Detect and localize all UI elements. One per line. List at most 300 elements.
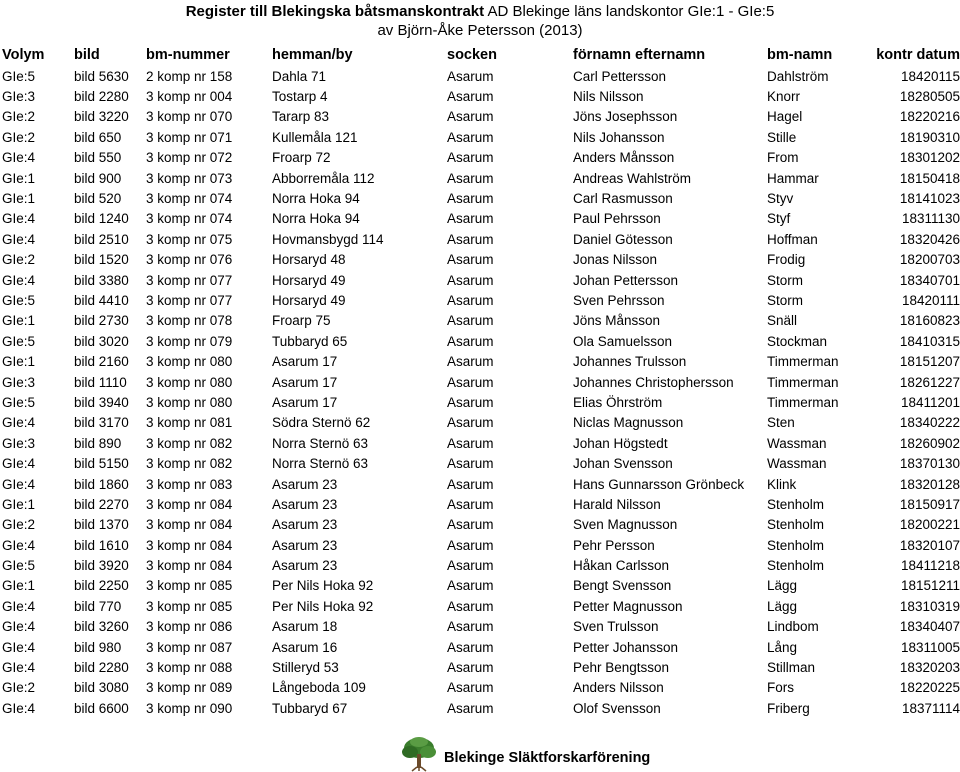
- register-table: [0, 44, 960, 719]
- cell-socken: Asarum: [447, 252, 494, 268]
- cell-fornamn-efternamn: Jöns Månsson: [573, 313, 661, 329]
- cell-hemman-by: Horsaryd 48: [272, 252, 346, 268]
- table-body: [0, 66, 960, 719]
- cell-volym: GIe:1: [2, 313, 36, 329]
- document-subtitle: av Björn-Åke Petersson (2013): [377, 22, 583, 39]
- cell-socken: Asarum: [447, 272, 494, 288]
- cell-hemman-by: Froarp 75: [272, 313, 331, 329]
- table-row: [0, 453, 960, 473]
- cell-volym: GIe:2: [2, 109, 36, 125]
- cell-fornamn-efternamn: Carl Rasmusson: [573, 191, 673, 207]
- cell-bm-nummer: 3 komp nr 085: [146, 598, 233, 614]
- cell-bm-namn: Stenholm: [767, 558, 825, 574]
- cell-bild: bild 2510: [74, 231, 129, 247]
- cell-bm-nummer: 3 komp nr 076: [146, 252, 233, 268]
- cell-hemman-by: Froarp 72: [272, 150, 331, 166]
- cell-bm-nummer: 3 komp nr 090: [146, 700, 233, 716]
- cell-fornamn-efternamn: Bengt Svensson: [573, 578, 672, 594]
- cell-fornamn-efternamn: Olof Svensson: [573, 700, 661, 716]
- cell-socken: Asarum: [447, 313, 494, 329]
- cell-bm-nummer: 3 komp nr 080: [146, 394, 233, 410]
- cell-socken: Asarum: [447, 639, 494, 655]
- cell-bm-nummer: 3 komp nr 081: [146, 415, 233, 431]
- cell-bm-namn: Stenholm: [767, 496, 825, 512]
- cell-hemman-by: Asarum 23: [272, 476, 338, 492]
- footer: [400, 736, 700, 772]
- cell-fornamn-efternamn: Nils Johansson: [573, 129, 665, 145]
- cell-volym: GIe:4: [2, 598, 36, 614]
- cell-bm-nummer: 3 komp nr 080: [146, 354, 233, 370]
- cell-fornamn-efternamn: Sven Magnusson: [573, 517, 678, 533]
- cell-volym: GIe:2: [2, 252, 36, 268]
- cell-bm-namn: Hoffman: [767, 231, 818, 247]
- cell-volym: GIe:1: [2, 578, 36, 594]
- cell-volym: GIe:4: [2, 700, 36, 716]
- cell-kontr-datum: 18311130: [901, 211, 960, 227]
- cell-bm-nummer: 3 komp nr 077: [146, 292, 233, 308]
- cell-bild: bild 550: [74, 150, 122, 166]
- cell-socken: Asarum: [447, 537, 494, 553]
- org-name: Blekinge Släktforskarförening: [444, 750, 651, 766]
- cell-bild: bild 1520: [74, 252, 129, 268]
- cell-hemman-by: Asarum 18: [272, 619, 338, 635]
- cell-hemman-by: Abborremåla 112: [272, 170, 375, 186]
- cell-bild: bild 5150: [74, 456, 129, 472]
- title-bold: Register till Blekingska båtsmanskontrakt: [185, 3, 485, 20]
- cell-fornamn-efternamn: Niclas Magnusson: [573, 415, 684, 431]
- cell-kontr-datum: 18411218: [900, 558, 960, 574]
- cell-hemman-by: Tubbaryd 67: [272, 700, 348, 716]
- cell-bm-namn: Storm: [767, 292, 804, 308]
- cell-volym: GIe:3: [2, 435, 36, 451]
- table-row: [0, 311, 960, 331]
- cell-volym: GIe:4: [2, 415, 36, 431]
- cell-fornamn-efternamn: Pehr Bengtsson: [573, 660, 670, 676]
- cell-kontr-datum: 18151207: [899, 354, 960, 370]
- table-row: [0, 494, 960, 514]
- cell-hemman-by: Asarum 23: [272, 496, 338, 512]
- cell-bm-namn: Lägg: [767, 598, 798, 614]
- cell-hemman-by: Asarum 17: [272, 374, 338, 390]
- cell-bild: bild 5630: [74, 68, 129, 84]
- cell-fornamn-efternamn: Johan Högstedt: [573, 435, 668, 451]
- cell-bm-nummer: 3 komp nr 086: [146, 619, 233, 635]
- cell-socken: Asarum: [447, 170, 494, 186]
- cell-volym: GIe:3: [2, 374, 36, 390]
- cell-bm-namn: Hammar: [767, 170, 819, 186]
- cell-bm-namn: Friberg: [767, 700, 810, 716]
- cell-hemman-by: Kullemåla 121: [272, 129, 358, 145]
- table-row: [0, 698, 960, 718]
- cell-socken: Asarum: [447, 619, 494, 635]
- cell-socken: Asarum: [447, 700, 494, 716]
- cell-bm-namn: Styv: [767, 191, 794, 207]
- column-header-bm-namn: bm-namn: [767, 47, 833, 63]
- cell-bild: bild 2270: [74, 496, 129, 512]
- cell-socken: Asarum: [447, 191, 494, 207]
- cell-volym: GIe:4: [2, 456, 36, 472]
- cell-kontr-datum: 18420115: [900, 68, 960, 84]
- cell-fornamn-efternamn: Elias Öhrström: [573, 394, 663, 410]
- cell-bild: bild 3920: [74, 558, 129, 574]
- tree-logo-icon: [400, 736, 438, 772]
- column-header-volym: Volym: [2, 47, 45, 63]
- table-row: [0, 290, 960, 310]
- cell-socken: Asarum: [447, 496, 494, 512]
- cell-fornamn-efternamn: Sven Pehrsson: [573, 292, 665, 308]
- cell-bm-nummer: 3 komp nr 004: [146, 89, 233, 105]
- cell-bm-nummer: 3 komp nr 071: [146, 129, 233, 145]
- cell-bild: bild 890: [74, 435, 122, 451]
- cell-kontr-datum: 18280505: [899, 89, 960, 105]
- cell-kontr-datum: 18220216: [899, 109, 960, 125]
- cell-hemman-by: Per Nils Hoka 92: [272, 598, 374, 614]
- cell-socken: Asarum: [447, 558, 494, 574]
- cell-bild: bild 1370: [74, 517, 129, 533]
- cell-bm-namn: Knorr: [767, 89, 801, 105]
- column-header-bild: bild: [74, 47, 100, 63]
- cell-fornamn-efternamn: Nils Nilsson: [573, 89, 644, 105]
- table-row: [0, 148, 960, 168]
- cell-hemman-by: Norra Hoka 94: [272, 211, 360, 227]
- cell-bm-nummer: 3 komp nr 082: [146, 456, 233, 472]
- cell-volym: GIe:4: [2, 231, 36, 247]
- cell-hemman-by: Horsaryd 49: [272, 292, 346, 308]
- cell-socken: Asarum: [447, 354, 494, 370]
- document-title: [0, 2, 960, 22]
- table-row: [0, 617, 960, 637]
- cell-kontr-datum: 18340407: [899, 619, 960, 635]
- cell-socken: Asarum: [447, 129, 494, 145]
- cell-hemman-by: Långeboda 109: [272, 680, 366, 696]
- cell-bm-namn: Timmerman: [767, 394, 839, 410]
- cell-hemman-by: Asarum 23: [272, 537, 338, 553]
- cell-fornamn-efternamn: Petter Magnusson: [573, 598, 683, 614]
- cell-bm-namn: Stockman: [767, 333, 828, 349]
- cell-fornamn-efternamn: Paul Pehrsson: [573, 211, 661, 227]
- cell-kontr-datum: 18310319: [899, 598, 960, 614]
- cell-fornamn-efternamn: Ola Samuelsson: [573, 333, 673, 349]
- cell-bm-nummer: 3 komp nr 077: [146, 272, 233, 288]
- cell-bm-namn: From: [767, 150, 799, 166]
- cell-bild: bild 3080: [74, 680, 129, 696]
- cell-fornamn-efternamn: Jonas Nilsson: [573, 252, 658, 268]
- cell-kontr-datum: 18320128: [899, 476, 960, 492]
- cell-kontr-datum: 18301202: [899, 150, 960, 166]
- cell-socken: Asarum: [447, 456, 494, 472]
- cell-kontr-datum: 18411201: [900, 394, 960, 410]
- table-row: [0, 657, 960, 677]
- cell-hemman-by: Tubbaryd 65: [272, 333, 348, 349]
- table-row: [0, 515, 960, 535]
- cell-kontr-datum: 18220225: [899, 680, 960, 696]
- cell-volym: GIe:3: [2, 89, 36, 105]
- cell-kontr-datum: 18160823: [899, 313, 960, 329]
- cell-hemman-by: Tararp 83: [272, 109, 330, 125]
- cell-bm-nummer: 3 komp nr 078: [146, 313, 233, 329]
- cell-volym: GIe:4: [2, 211, 36, 227]
- cell-volym: GIe:5: [2, 394, 36, 410]
- cell-fornamn-efternamn: Johannes Christophersson: [573, 374, 734, 390]
- cell-bild: bild 6600: [74, 700, 129, 716]
- cell-fornamn-efternamn: Jöns Josephsson: [573, 109, 678, 125]
- cell-bm-nummer: 2 komp nr 158: [146, 68, 233, 84]
- cell-kontr-datum: 18371114: [901, 700, 960, 716]
- cell-bm-nummer: 3 komp nr 087: [146, 639, 233, 655]
- table-row: [0, 433, 960, 453]
- table-row: [0, 107, 960, 127]
- table-row: [0, 331, 960, 351]
- cell-bild: bild 3260: [74, 619, 129, 635]
- cell-socken: Asarum: [447, 394, 494, 410]
- cell-fornamn-efternamn: Johan Pettersson: [573, 272, 679, 288]
- cell-kontr-datum: 18200703: [899, 252, 960, 268]
- cell-bm-nummer: 3 komp nr 084: [146, 517, 233, 533]
- cell-bm-namn: Lång: [767, 639, 798, 655]
- cell-bild: bild 980: [74, 639, 122, 655]
- cell-hemman-by: Hovmansbygd 114: [272, 231, 384, 247]
- cell-kontr-datum: 18141023: [899, 191, 960, 207]
- cell-bm-namn: Lägg: [767, 578, 798, 594]
- cell-bm-nummer: 3 komp nr 084: [146, 496, 233, 512]
- cell-kontr-datum: 18311005: [900, 639, 960, 655]
- cell-volym: GIe:4: [2, 537, 36, 553]
- table-header-row: [0, 44, 960, 66]
- cell-kontr-datum: 18150917: [899, 496, 960, 512]
- table-row: [0, 678, 960, 698]
- cell-bm-namn: Wassman: [767, 456, 827, 472]
- table-row: [0, 596, 960, 616]
- cell-socken: Asarum: [447, 292, 494, 308]
- cell-kontr-datum: 18370130: [899, 456, 960, 472]
- cell-socken: Asarum: [447, 374, 494, 390]
- cell-bild: bild 2280: [74, 660, 129, 676]
- cell-hemman-by: Asarum 23: [272, 517, 338, 533]
- cell-bm-namn: Dahlström: [767, 68, 829, 84]
- table-row: [0, 351, 960, 371]
- cell-bm-nummer: 3 komp nr 074: [146, 191, 233, 207]
- cell-fornamn-efternamn: Andreas Wahlström: [573, 170, 692, 186]
- cell-hemman-by: Stilleryd 53: [272, 660, 339, 676]
- cell-volym: GIe:4: [2, 150, 36, 166]
- cell-fornamn-efternamn: Carl Pettersson: [573, 68, 667, 84]
- cell-volym: GIe:1: [2, 170, 36, 186]
- cell-volym: GIe:4: [2, 476, 36, 492]
- cell-kontr-datum: 18151211: [900, 578, 960, 594]
- cell-volym: GIe:1: [2, 191, 36, 207]
- cell-socken: Asarum: [447, 150, 494, 166]
- cell-bild: bild 2730: [74, 313, 129, 329]
- cell-hemman-by: Asarum 23: [272, 558, 338, 574]
- cell-kontr-datum: 18260902: [899, 435, 960, 451]
- cell-hemman-by: Horsaryd 49: [272, 272, 346, 288]
- table-row: [0, 637, 960, 657]
- table-row: [0, 392, 960, 412]
- cell-socken: Asarum: [447, 211, 494, 227]
- cell-bm-nummer: 3 komp nr 075: [146, 231, 233, 247]
- cell-bm-namn: Timmerman: [767, 374, 839, 390]
- cell-kontr-datum: 18420111: [901, 292, 960, 308]
- cell-hemman-by: Tostarp 4: [272, 89, 328, 105]
- cell-fornamn-efternamn: Johannes Trulsson: [573, 354, 687, 370]
- cell-hemman-by: Asarum 17: [272, 394, 338, 410]
- cell-bm-namn: Snäll: [767, 313, 798, 329]
- cell-bild: bild 1240: [74, 211, 129, 227]
- cell-socken: Asarum: [447, 660, 494, 676]
- cell-bm-nummer: 3 komp nr 070: [146, 109, 233, 125]
- cell-hemman-by: Asarum 16: [272, 639, 338, 655]
- cell-socken: Asarum: [447, 476, 494, 492]
- cell-fornamn-efternamn: Pehr Persson: [573, 537, 655, 553]
- column-header-hemman-by: hemman/by: [272, 47, 353, 63]
- cell-kontr-datum: 18320107: [899, 537, 960, 553]
- cell-volym: GIe:1: [2, 496, 36, 512]
- cell-fornamn-efternamn: Anders Månsson: [573, 150, 675, 166]
- cell-bild: bild 650: [74, 129, 122, 145]
- cell-fornamn-efternamn: Håkan Carlsson: [573, 558, 670, 574]
- cell-bm-nummer: 3 komp nr 073: [146, 170, 233, 186]
- cell-socken: Asarum: [447, 333, 494, 349]
- table-row: [0, 127, 960, 147]
- cell-socken: Asarum: [447, 109, 494, 125]
- cell-volym: GIe:5: [2, 558, 36, 574]
- cell-bild: bild 3380: [74, 272, 129, 288]
- column-header-fornamn-efternamn: förnamn efternamn: [573, 47, 706, 63]
- cell-bm-namn: Fors: [767, 680, 794, 696]
- column-header-kontr-datum: kontr datum: [876, 47, 960, 63]
- cell-socken: Asarum: [447, 231, 494, 247]
- cell-bm-nummer: 3 komp nr 082: [146, 435, 233, 451]
- cell-hemman-by: Norra Sternö 63: [272, 435, 369, 451]
- cell-hemman-by: Norra Sternö 63: [272, 456, 369, 472]
- cell-socken: Asarum: [447, 68, 494, 84]
- cell-fornamn-efternamn: Petter Johansson: [573, 639, 679, 655]
- cell-bild: bild 4410: [74, 292, 129, 308]
- cell-fornamn-efternamn: Daniel Götesson: [573, 231, 673, 247]
- cell-volym: GIe:2: [2, 129, 36, 145]
- cell-bm-namn: Timmerman: [767, 354, 839, 370]
- table-row: [0, 66, 960, 86]
- cell-bm-nummer: 3 komp nr 084: [146, 537, 233, 553]
- cell-bild: bild 2250: [74, 578, 129, 594]
- cell-bm-namn: Storm: [767, 272, 804, 288]
- cell-volym: GIe:5: [2, 68, 36, 84]
- cell-bm-nummer: 3 komp nr 084: [146, 558, 233, 574]
- cell-socken: Asarum: [447, 517, 494, 533]
- title-rest: AD Blekinge läns landskontor GIe:1 - GIe:5: [484, 3, 775, 20]
- cell-fornamn-efternamn: Johan Svensson: [573, 456, 673, 472]
- cell-volym: GIe:5: [2, 333, 36, 349]
- table-row: [0, 474, 960, 494]
- cell-hemman-by: Dahla 71: [272, 68, 327, 84]
- cell-bm-nummer: 3 komp nr 079: [146, 333, 233, 349]
- cell-bm-namn: Stenholm: [767, 517, 825, 533]
- cell-bild: bild 3940: [74, 394, 129, 410]
- cell-bm-namn: Lindbom: [767, 619, 819, 635]
- cell-kontr-datum: 18320203: [899, 660, 960, 676]
- cell-volym: GIe:4: [2, 619, 36, 635]
- table-row: [0, 372, 960, 392]
- cell-bm-namn: Frodig: [767, 252, 806, 268]
- cell-bild: bild 1610: [74, 537, 129, 553]
- table-row: [0, 555, 960, 575]
- cell-socken: Asarum: [447, 415, 494, 431]
- table-row: [0, 86, 960, 106]
- cell-bm-namn: Stille: [767, 129, 797, 145]
- table-row: [0, 168, 960, 188]
- cell-kontr-datum: 18190310: [899, 129, 960, 145]
- table-row: [0, 188, 960, 208]
- cell-bm-nummer: 3 komp nr 088: [146, 660, 233, 676]
- cell-bm-namn: Stenholm: [767, 537, 825, 553]
- table-row: [0, 576, 960, 596]
- cell-socken: Asarum: [447, 680, 494, 696]
- cell-bild: bild 1110: [74, 374, 127, 390]
- cell-bm-namn: Klink: [767, 476, 797, 492]
- cell-bild: bild 2280: [74, 89, 129, 105]
- cell-bm-namn: Styf: [767, 211, 791, 227]
- cell-bm-namn: Sten: [767, 415, 795, 431]
- column-header-bm-nummer: bm-nummer: [146, 47, 230, 63]
- cell-bm-namn: Stillman: [767, 660, 816, 676]
- table-row: [0, 535, 960, 555]
- cell-volym: GIe:4: [2, 272, 36, 288]
- cell-bild: bild 900: [74, 170, 122, 186]
- cell-bild: bild 3170: [74, 415, 129, 431]
- cell-volym: GIe:2: [2, 517, 36, 533]
- cell-kontr-datum: 18200221: [899, 517, 960, 533]
- cell-socken: Asarum: [447, 89, 494, 105]
- cell-bm-nummer: 3 komp nr 083: [146, 476, 233, 492]
- cell-kontr-datum: 18150418: [899, 170, 960, 186]
- cell-hemman-by: Per Nils Hoka 92: [272, 578, 374, 594]
- cell-fornamn-efternamn: Sven Trulsson: [573, 619, 659, 635]
- cell-volym: GIe:2: [2, 680, 36, 696]
- table-row: [0, 413, 960, 433]
- cell-hemman-by: Södra Sternö 62: [272, 415, 371, 431]
- cell-bm-nummer: 3 komp nr 072: [146, 150, 233, 166]
- cell-bm-nummer: 3 komp nr 085: [146, 578, 233, 594]
- cell-bild: bild 3220: [74, 109, 129, 125]
- cell-kontr-datum: 18320426: [899, 231, 960, 247]
- cell-bm-namn: Wassman: [767, 435, 827, 451]
- cell-bild: bild 2160: [74, 354, 129, 370]
- table-row: [0, 270, 960, 290]
- cell-volym: GIe:4: [2, 660, 36, 676]
- table-row: [0, 229, 960, 249]
- cell-fornamn-efternamn: Hans Gunnarsson Grönbeck: [573, 476, 745, 492]
- table-row: [0, 209, 960, 229]
- cell-bm-nummer: 3 komp nr 080: [146, 374, 233, 390]
- cell-volym: GIe:1: [2, 354, 36, 370]
- cell-kontr-datum: 18340222: [899, 415, 960, 431]
- cell-bild: bild 1860: [74, 476, 129, 492]
- table-row: [0, 250, 960, 270]
- column-header-socken: socken: [447, 47, 497, 63]
- cell-bild: bild 520: [74, 191, 122, 207]
- cell-volym: GIe:4: [2, 639, 36, 655]
- cell-fornamn-efternamn: Anders Nilsson: [573, 680, 664, 696]
- cell-volym: GIe:5: [2, 292, 36, 308]
- cell-fornamn-efternamn: Harald Nilsson: [573, 496, 661, 512]
- cell-bm-namn: Hagel: [767, 109, 803, 125]
- cell-kontr-datum: 18410315: [899, 333, 960, 349]
- cell-kontr-datum: 18261227: [899, 374, 960, 390]
- cell-hemman-by: Norra Hoka 94: [272, 191, 360, 207]
- cell-hemman-by: Asarum 17: [272, 354, 338, 370]
- cell-socken: Asarum: [447, 578, 494, 594]
- cell-bild: bild 3020: [74, 333, 129, 349]
